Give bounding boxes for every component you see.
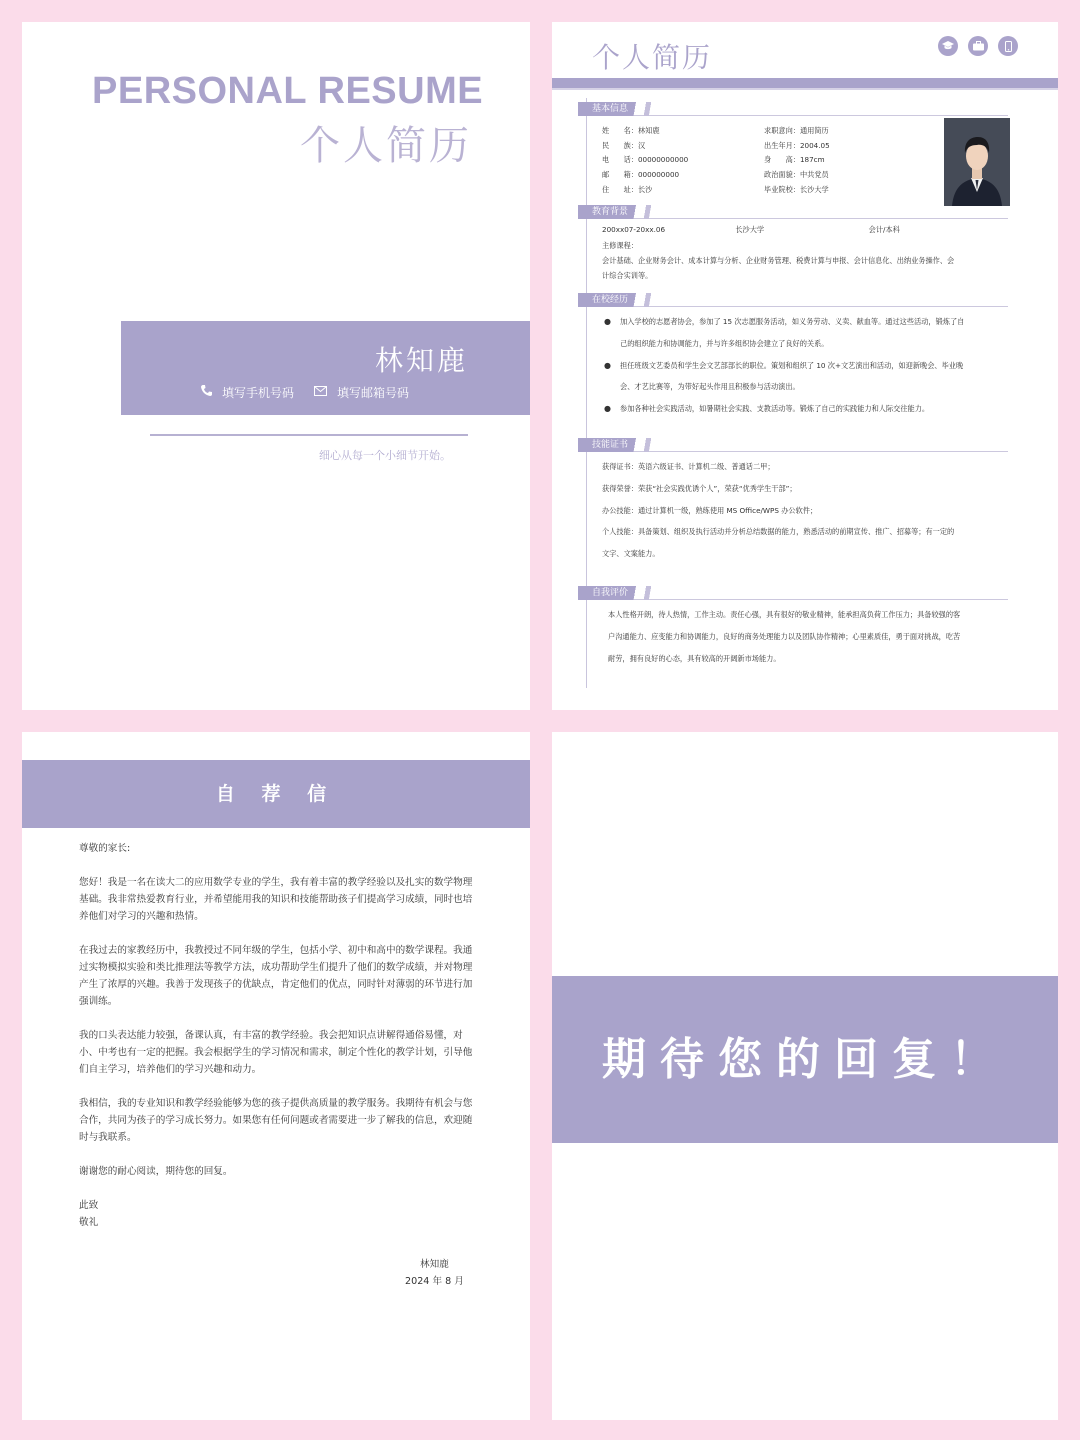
letter-greeting: 尊敬的家长:	[79, 843, 131, 854]
section-self	[578, 586, 1008, 686]
education-courses-label: 主修课程：	[602, 241, 638, 250]
resume-icons	[938, 36, 1018, 56]
letter-closing: 此致	[79, 1200, 99, 1211]
letter-title: 自 荐 信	[22, 760, 530, 828]
skill-line: 文字、文案能力。	[602, 549, 660, 559]
section-basic-head	[578, 102, 1008, 116]
graduation-cap-icon	[938, 36, 958, 56]
letter-closing: 敬礼	[79, 1217, 99, 1228]
section-skills-title: 技能证书	[578, 438, 648, 452]
section-basic-title: 基本信息	[578, 102, 648, 116]
info-row	[602, 153, 942, 168]
skill-line: 获得荣誉：荣获“社会实践优诱个人”，荣获“优秀学生干部”；	[602, 483, 797, 493]
section-tag-decoration	[640, 205, 658, 219]
email-placeholder: 填写邮箱号码	[337, 386, 410, 400]
basic-info-grid	[602, 124, 942, 197]
signature-name: 林知鹿	[420, 1259, 449, 1270]
info-left: 民 族：汉	[602, 140, 646, 150]
letter-paragraph: 在我过去的家教经历中，我教授过不同年级的学生，包括小学、初中和高中的数学课程。我通过实物模拟实验和类比推理法等教学方法，成功帮助学生们提升了他们的数学成绩，并对物理产生了浓厚的兴趣。我善于发现孩子的优缺点，肯定他们的优点，同时针对薄弱的环节进行加强训练。	[79, 945, 473, 1007]
info-right: 出生年月：2004.05	[764, 140, 830, 150]
info-right: 身 高：187cm	[764, 155, 825, 165]
list-item	[604, 311, 1024, 355]
skills-list	[602, 456, 1032, 565]
bullet-icon: ●	[604, 404, 611, 414]
education-row	[602, 225, 1002, 235]
bullet-icon: ●	[604, 317, 611, 326]
info-row	[602, 168, 942, 183]
list-item-line: 参加各种社会实践活动，如暑期社会实践、支教活动等。锻炼了自己的实践能力和人际交往能力。	[620, 404, 930, 414]
cover-name-band	[121, 321, 530, 415]
resume-header-bar	[552, 78, 1058, 88]
skill-line: 个人技能：具备策划、组织及执行活动并分析总结数据的能力，熟悉活动的前期宣传、推广、招募等；有一定的	[602, 527, 955, 537]
campus-list	[604, 311, 1024, 420]
info-row	[602, 139, 942, 154]
resume-page	[552, 22, 1058, 710]
info-right: 政治面貌：中共党员	[764, 170, 829, 180]
section-skills-head	[578, 438, 1008, 452]
briefcase-icon	[968, 36, 988, 56]
list-item	[604, 355, 1024, 399]
self-eval	[608, 604, 1038, 669]
letter-paragraph: 我相信，我的专业知识和教学经验能够为您的孩子提供高质量的教学服务。我期待有机会与您合作，共同为孩子的学习成长努力。如果您有任何问题或者需要进一步了解我的信息，欢迎随时与我联系。	[79, 1098, 473, 1143]
letter-paragraph: 您好！我是一名在读大二的应用数学专业的学生，我有着丰富的教学经验以及扎实的数学物理基础。我非常热爱教育行业，并希望能用我的知识和技能帮助孩子们提高学习成绩，同时也培养他们对学习的兴趣和热情。	[79, 877, 473, 922]
education-courses-line: 计综合实训等。	[602, 271, 653, 280]
cover-page	[22, 22, 530, 710]
info-right: 求职意向：通用简历	[764, 126, 829, 136]
education-period: 200xx07-20xx.06	[602, 225, 666, 234]
cover-slogan: 细心从每一个小细节开始。	[319, 449, 451, 462]
letter-signature	[405, 1256, 464, 1290]
resume-header-line	[552, 88, 1058, 90]
education-courses-line: 会计基础、企业财务会计、成本计算与分析、企业财务管理、税费计算与申报、会计信息化、出纳业务操作、会	[602, 256, 955, 265]
phone-icon	[201, 385, 212, 401]
info-left: 姓 名：林知鹿	[602, 126, 660, 136]
list-item	[604, 398, 1024, 420]
section-tag-decoration	[640, 438, 658, 452]
section-tag-decoration	[640, 102, 658, 116]
mail-icon	[314, 385, 327, 400]
section-basic	[578, 102, 1008, 212]
info-left: 电 话：00000000000	[602, 155, 689, 165]
section-self-head	[578, 586, 1008, 600]
cover-divider	[150, 434, 468, 436]
signature-date: 2024 年 8 月	[405, 1276, 464, 1287]
info-left: 住 址：长沙	[602, 184, 653, 194]
self-eval-line: 户沟通能力、应变能力和协调能力，良好的商务处理能力以及团队协作精神；心里素质佳，勇于面对挑战，吃苦	[608, 631, 961, 641]
section-education	[578, 205, 1008, 295]
info-left: 邮 箱：000000000	[602, 170, 680, 180]
section-education-head	[578, 205, 1008, 219]
mobile-phone-icon	[998, 36, 1018, 56]
list-item-line: 会、才艺比赛等，为带好起头作用且积极参与活动演出。	[620, 382, 800, 392]
education-school: 长沙大学	[735, 225, 765, 234]
info-right: 毕业院校：长沙大学	[764, 184, 829, 194]
info-row	[602, 182, 942, 197]
ending-page	[552, 732, 1058, 1420]
section-campus-head	[578, 293, 1008, 307]
skill-line: 获得证书：英语六级证书、计算机二级、普通话二甲；	[602, 462, 775, 471]
section-campus-title: 在校经历	[578, 293, 648, 307]
info-row	[602, 124, 942, 139]
section-tag-decoration	[640, 293, 658, 307]
list-item-line: 己的组织能力和协调能力，并与许多组织协会建立了良好的关系。	[620, 338, 829, 348]
cover-title-cn: 个人简历	[300, 123, 472, 169]
section-campus	[578, 293, 1008, 433]
profile-photo	[944, 118, 1010, 206]
phone-placeholder: 填写手机号码	[222, 386, 295, 400]
skill-line: 办公技能：通过计算机一级，熟练使用 MS Office/WPS 办公软件；	[602, 505, 818, 515]
cover-title-en: PERSONAL RESUME	[92, 70, 484, 112]
letter-body	[79, 840, 477, 1231]
self-eval-line: 本人性格开朗，待人热情，工作主动。责任心强，具有很好的敬业精神，能承担高负荷工作压力；具备较强的客	[608, 610, 961, 619]
letter-page	[22, 732, 530, 1420]
cover-name: 林知鹿	[374, 344, 468, 377]
bullet-icon: ●	[604, 360, 611, 370]
list-item-line: 担任班级文艺委员和学生会文艺部部长的职位。策划和组织了 10 次+文艺演出和活动，如迎新晚会、毕业晚	[620, 360, 964, 370]
section-skills	[578, 438, 1008, 588]
ending-message: 期待您的回复！	[552, 976, 1058, 1143]
letter-paragraph: 谢谢您的耐心阅读，期待您的回复。	[79, 1166, 233, 1177]
section-self-title: 自我评价	[578, 586, 648, 600]
section-tag-decoration	[640, 586, 658, 600]
section-education-title: 教育背景	[578, 205, 648, 219]
cover-contact	[201, 384, 409, 401]
education-major: 会计/本科	[868, 225, 900, 234]
letter-paragraph: 我的口头表达能力较强，备课认真，有丰富的教学经验。我会把知识点讲解得通俗易懂，对小、中考也有一定的把握。我会根据学生的学习情况和需求，制定个性化的教学计划，引导他们自主学习，培养他们的学习兴趣和动力。	[79, 1030, 473, 1075]
resume-title: 个人简历	[592, 41, 713, 74]
list-item-line: 加入学校的志愿者协会，参加了 15 次志愿服务活动，如义务劳动、义卖、献血等。通过这些活动，锻炼了自	[620, 317, 965, 326]
self-eval-line: 耐劳，拥有良好的心态，具有较高的开阔新市场能力。	[608, 653, 781, 663]
